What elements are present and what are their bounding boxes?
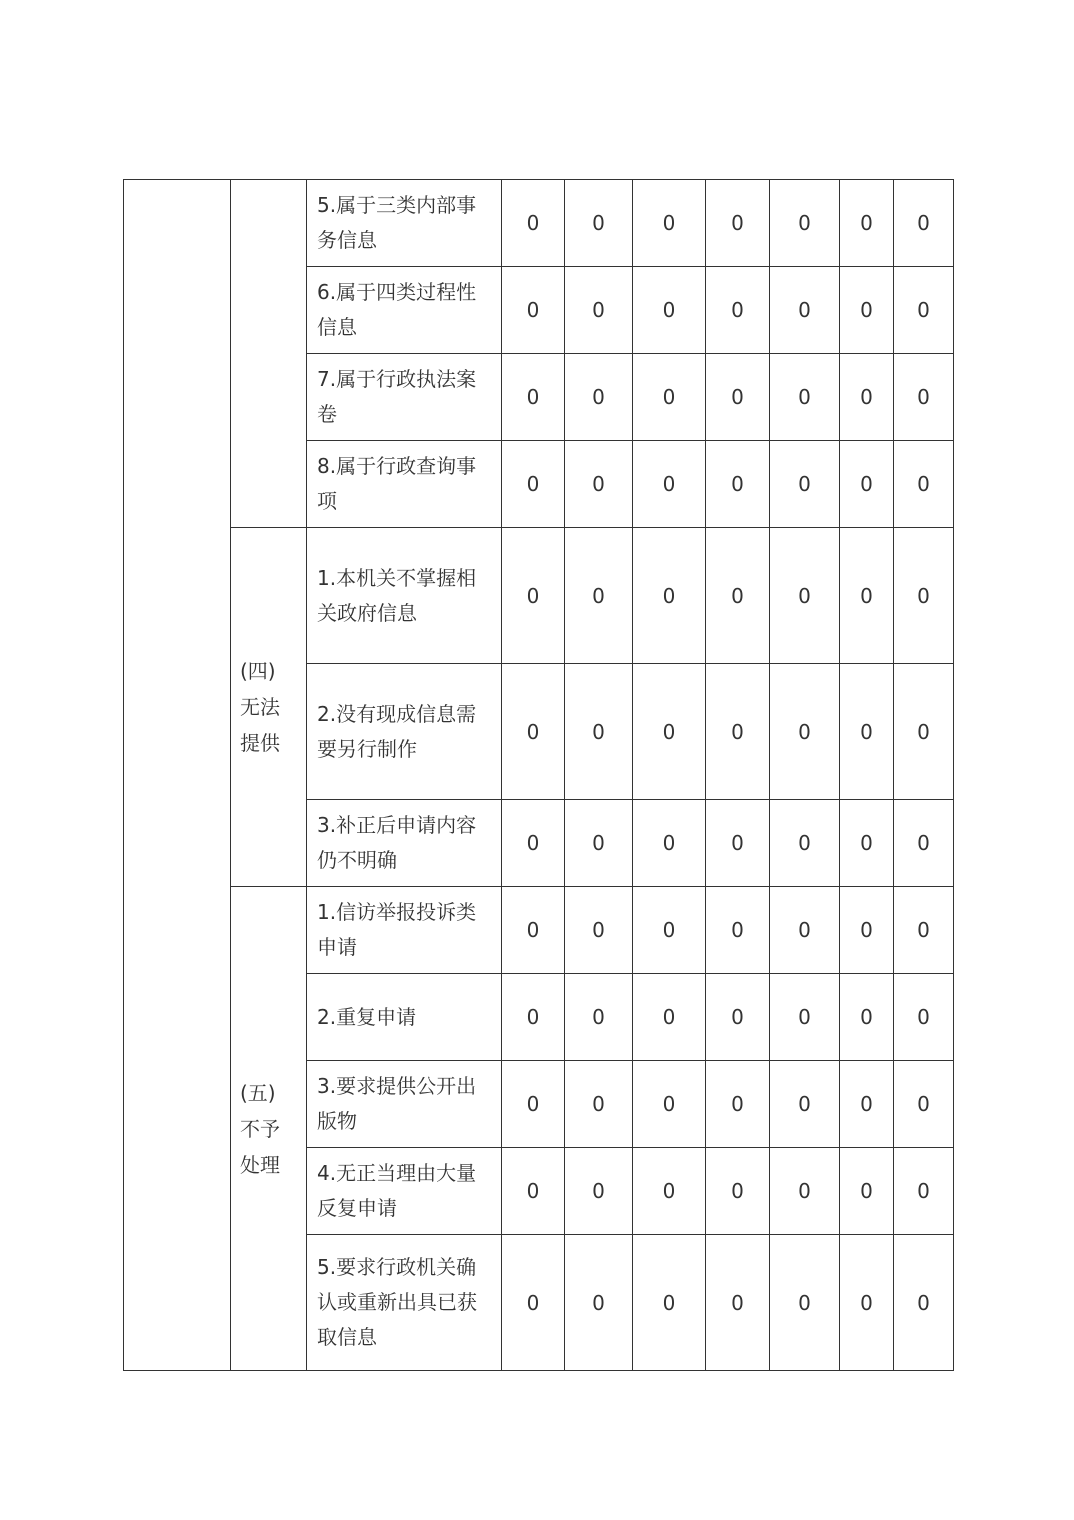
item-label-cell — [307, 664, 502, 800]
value-cell: 0 — [894, 1235, 954, 1371]
value-cell: 0 — [706, 800, 770, 887]
value-cell: 0 — [565, 1148, 633, 1235]
value-cell: 0 — [706, 974, 770, 1061]
value-cell: 0 — [502, 974, 565, 1061]
value-cell: 0 — [840, 800, 894, 887]
value-cell: 0 — [894, 664, 954, 800]
value-cell: 0 — [894, 800, 954, 887]
table-row — [124, 528, 954, 664]
value-cell: 0 — [706, 1061, 770, 1148]
report-table-body — [124, 180, 954, 1371]
item-label-cell — [307, 887, 502, 974]
value-cell: 0 — [770, 664, 840, 800]
item-label: 3.补正后申请内容仍不明确 — [317, 813, 477, 872]
value-cell: 0 — [894, 354, 954, 441]
value-cell: 0 — [770, 180, 840, 267]
value-cell: 0 — [894, 267, 954, 354]
category-cell — [124, 180, 231, 1371]
value-cell: 0 — [633, 800, 706, 887]
item-label: 1.本机关不掌握相关政府信息 — [317, 565, 477, 625]
group-label-cell — [231, 180, 307, 528]
item-label-cell — [307, 267, 502, 354]
value-cell: 0 — [894, 974, 954, 1061]
item-label-cell — [307, 1235, 502, 1371]
value-cell: 0 — [840, 180, 894, 267]
value-cell: 0 — [633, 1061, 706, 1148]
table-row — [124, 887, 954, 974]
value-cell: 0 — [894, 887, 954, 974]
value-cell: 0 — [770, 528, 840, 664]
item-label: 2.重复申请 — [317, 1004, 417, 1029]
group-label-line: (五) — [240, 1080, 276, 1105]
value-cell: 0 — [565, 664, 633, 800]
group-label-cell — [231, 528, 307, 887]
value-cell: 0 — [840, 441, 894, 528]
value-cell: 0 — [502, 1235, 565, 1371]
group-label-line: 提供 — [240, 731, 280, 755]
value-cell: 0 — [706, 528, 770, 664]
value-cell: 0 — [706, 664, 770, 800]
item-label: 4.无正当理由大量反复申请 — [317, 1161, 477, 1220]
value-cell: 0 — [565, 180, 633, 267]
item-label: 3.要求提供公开出版物 — [317, 1074, 477, 1133]
value-cell: 0 — [894, 441, 954, 528]
value-cell: 0 — [502, 800, 565, 887]
value-cell: 0 — [840, 664, 894, 800]
value-cell: 0 — [894, 528, 954, 664]
item-label: 8.属于行政查询事项 — [317, 454, 477, 513]
value-cell: 0 — [633, 441, 706, 528]
value-cell: 0 — [633, 974, 706, 1061]
value-cell: 0 — [565, 1061, 633, 1148]
item-label-cell — [307, 528, 502, 664]
value-cell: 0 — [770, 267, 840, 354]
group-label-line: (四) — [240, 659, 276, 683]
value-cell: 0 — [633, 664, 706, 800]
value-cell: 0 — [770, 1148, 840, 1235]
value-cell: 0 — [502, 664, 565, 800]
item-label-cell — [307, 441, 502, 528]
value-cell: 0 — [840, 887, 894, 974]
value-cell: 0 — [502, 267, 565, 354]
value-cell: 0 — [770, 974, 840, 1061]
item-label-cell — [307, 974, 502, 1061]
item-label-cell — [307, 800, 502, 887]
report-table-container — [123, 179, 954, 1371]
item-label: 2.没有现成信息需要另行制作 — [317, 701, 477, 761]
item-label: 1.信访举报投诉类申请 — [317, 900, 477, 959]
value-cell: 0 — [502, 441, 565, 528]
item-label: 5.属于三类内部事务信息 — [317, 193, 477, 252]
value-cell: 0 — [565, 267, 633, 354]
value-cell: 0 — [894, 180, 954, 267]
group-label-line: 不予 — [240, 1116, 280, 1141]
value-cell: 0 — [706, 441, 770, 528]
value-cell: 0 — [840, 1148, 894, 1235]
value-cell: 0 — [706, 267, 770, 354]
value-cell: 0 — [565, 887, 633, 974]
value-cell: 0 — [633, 1148, 706, 1235]
value-cell: 0 — [770, 1235, 840, 1371]
value-cell: 0 — [840, 528, 894, 664]
value-cell: 0 — [565, 800, 633, 887]
value-cell: 0 — [565, 1235, 633, 1371]
value-cell: 0 — [502, 528, 565, 664]
item-label-cell — [307, 1148, 502, 1235]
table-row — [124, 180, 954, 267]
value-cell: 0 — [840, 267, 894, 354]
value-cell: 0 — [840, 1061, 894, 1148]
value-cell: 0 — [770, 441, 840, 528]
value-cell: 0 — [840, 974, 894, 1061]
value-cell: 0 — [706, 887, 770, 974]
value-cell: 0 — [706, 1235, 770, 1371]
value-cell: 0 — [706, 354, 770, 441]
value-cell: 0 — [565, 528, 633, 664]
group-label-line: 无法 — [240, 695, 280, 719]
value-cell: 0 — [706, 1148, 770, 1235]
value-cell: 0 — [565, 974, 633, 1061]
value-cell: 0 — [894, 1148, 954, 1235]
value-cell: 0 — [502, 887, 565, 974]
group-label-cell — [231, 887, 307, 1371]
value-cell: 0 — [565, 354, 633, 441]
group-label-line: 处理 — [240, 1152, 280, 1177]
item-label: 7.属于行政执法案卷 — [317, 367, 477, 426]
value-cell: 0 — [633, 267, 706, 354]
item-label-cell — [307, 354, 502, 441]
value-cell: 0 — [770, 1061, 840, 1148]
value-cell: 0 — [502, 354, 565, 441]
value-cell: 0 — [565, 441, 633, 528]
value-cell: 0 — [502, 1148, 565, 1235]
value-cell: 0 — [502, 1061, 565, 1148]
value-cell: 0 — [770, 887, 840, 974]
value-cell: 0 — [706, 180, 770, 267]
value-cell: 0 — [633, 354, 706, 441]
value-cell: 0 — [633, 528, 706, 664]
value-cell: 0 — [770, 354, 840, 441]
item-label-cell — [307, 180, 502, 267]
value-cell: 0 — [840, 354, 894, 441]
value-cell: 0 — [633, 887, 706, 974]
value-cell: 0 — [633, 180, 706, 267]
value-cell: 0 — [633, 1235, 706, 1371]
value-cell: 0 — [502, 180, 565, 267]
report-table — [123, 179, 954, 1371]
value-cell: 0 — [894, 1061, 954, 1148]
item-label: 6.属于四类过程性信息 — [317, 280, 477, 339]
item-label: 5.要求行政机关确认或重新出具已获取信息 — [317, 1255, 477, 1349]
item-label-cell — [307, 1061, 502, 1148]
value-cell: 0 — [840, 1235, 894, 1371]
value-cell: 0 — [770, 800, 840, 887]
